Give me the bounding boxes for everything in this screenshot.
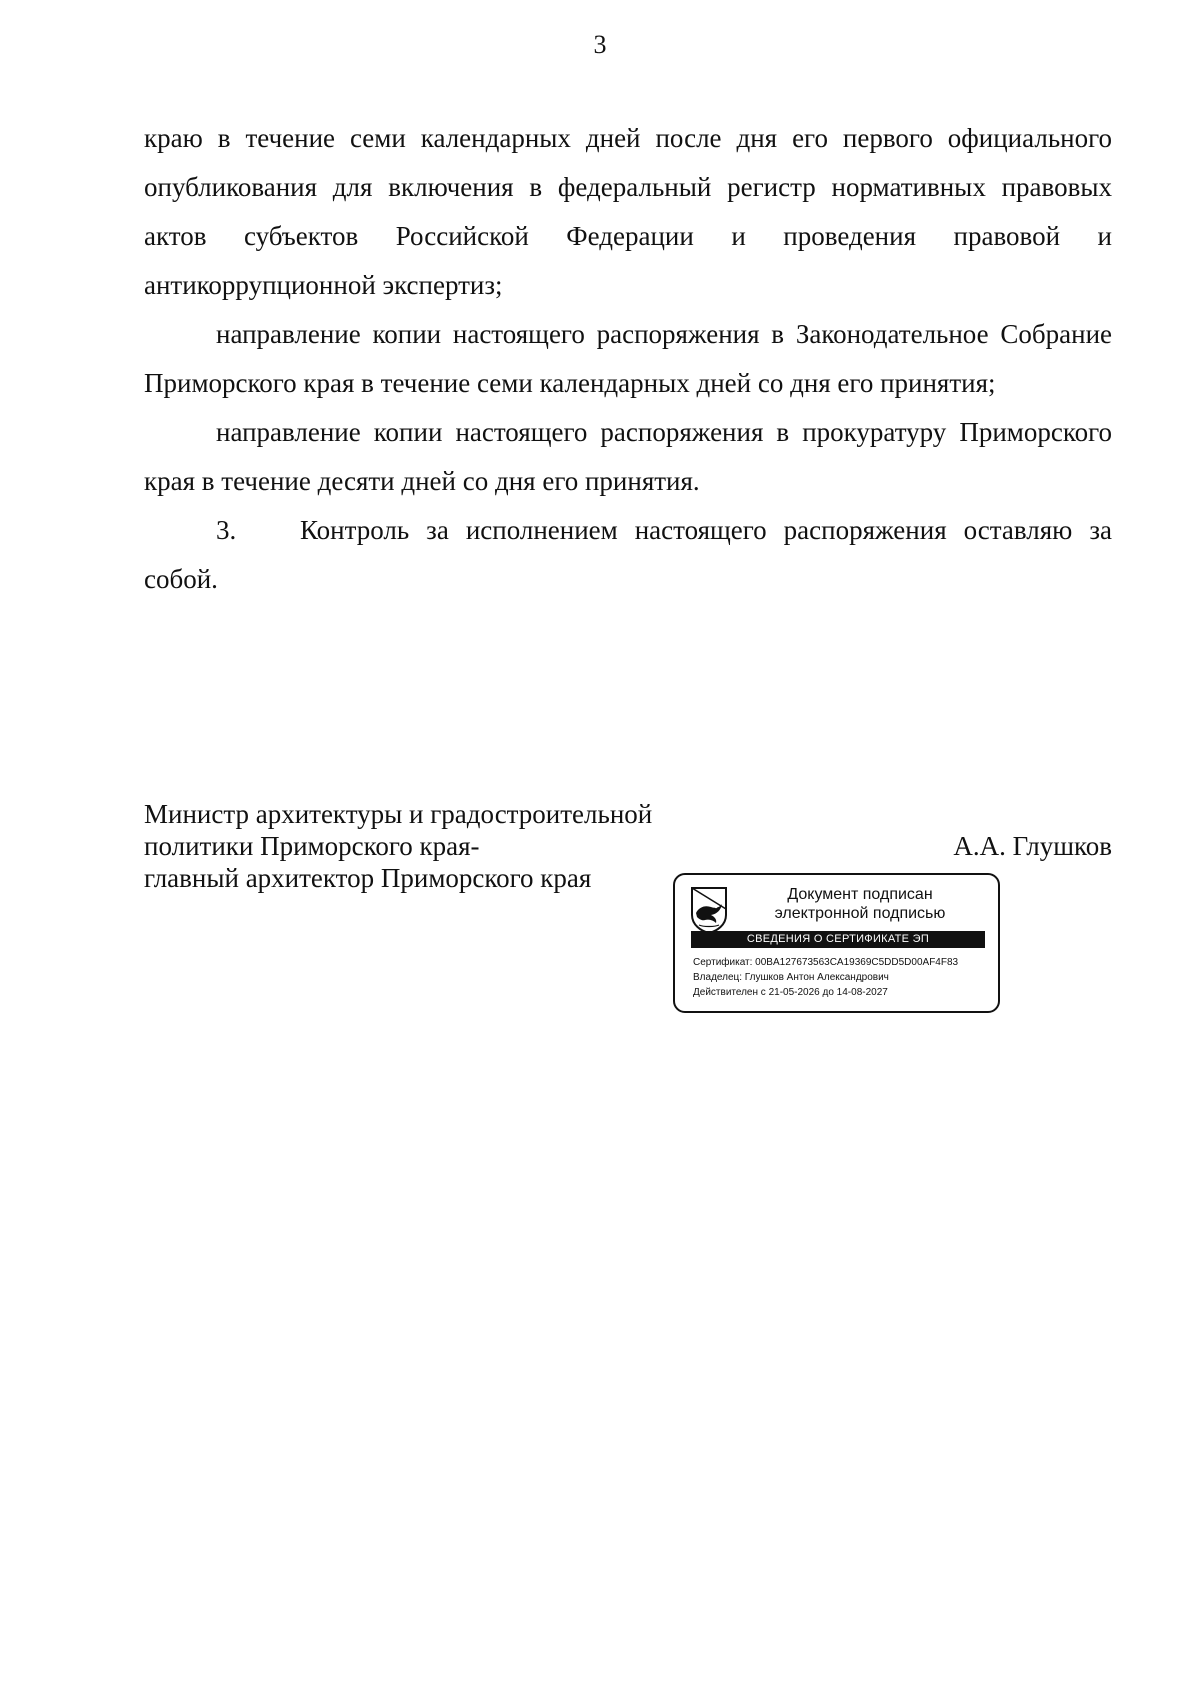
certificate-details — [693, 955, 993, 1000]
electronic-signature-stamp — [673, 873, 1000, 1013]
position-line: главный архитектор Приморского края — [144, 863, 592, 893]
page-number: 3 — [593, 30, 607, 59]
esign-title — [735, 885, 985, 923]
position-line: политики Приморского края- — [144, 831, 480, 861]
certificate-number: Сертификат: 00BA127673563CA19369C5DD5D00AF4F83 — [693, 957, 959, 968]
paragraph-continuation: краю в течение семи календарных дней после дня его первого официального опубликования для включения в федеральный регистр нормативных правовых актов субъектов Российской Федерации и проведения правовой и антикоррупционной экспертиз; — [144, 123, 1112, 300]
paragraph-text: Контроль за исполнением настоящего распоряжения оставляю за собой. — [144, 515, 1112, 594]
paragraph-legislative-assembly: направление копии настоящего распоряжения в Законодательное Собрание Приморского края в течение семи календарных дней со дня его принятия; — [144, 319, 1112, 398]
position-line: Министр архитектуры и градостроительной — [144, 799, 653, 829]
coat-of-arms-icon — [689, 885, 729, 935]
paragraph-prosecutor: направление копии настоящего распоряжения в прокуратуру Приморского края в течение десяти дней со дня его принятия. — [144, 417, 1112, 496]
signatory-position — [144, 798, 652, 894]
certificate-info-header: СВЕДЕНИЯ О СЕРТИФИКАТЕ ЭП — [691, 931, 985, 948]
certificate-validity: Действителен с 21-05-2026 до 14-08-2027 — [693, 987, 888, 998]
paragraph-number: 3. — [216, 515, 237, 545]
signatory-name: А.А. Глушков — [953, 831, 1112, 861]
document-body — [144, 114, 1112, 604]
esign-title-line: электронной подписью — [774, 905, 946, 922]
esign-title-line: Документ подписан — [787, 886, 933, 903]
certificate-owner: Владелец: Глушков Антон Александрович — [693, 972, 889, 983]
numbered-paragraph-control — [144, 506, 1112, 604]
